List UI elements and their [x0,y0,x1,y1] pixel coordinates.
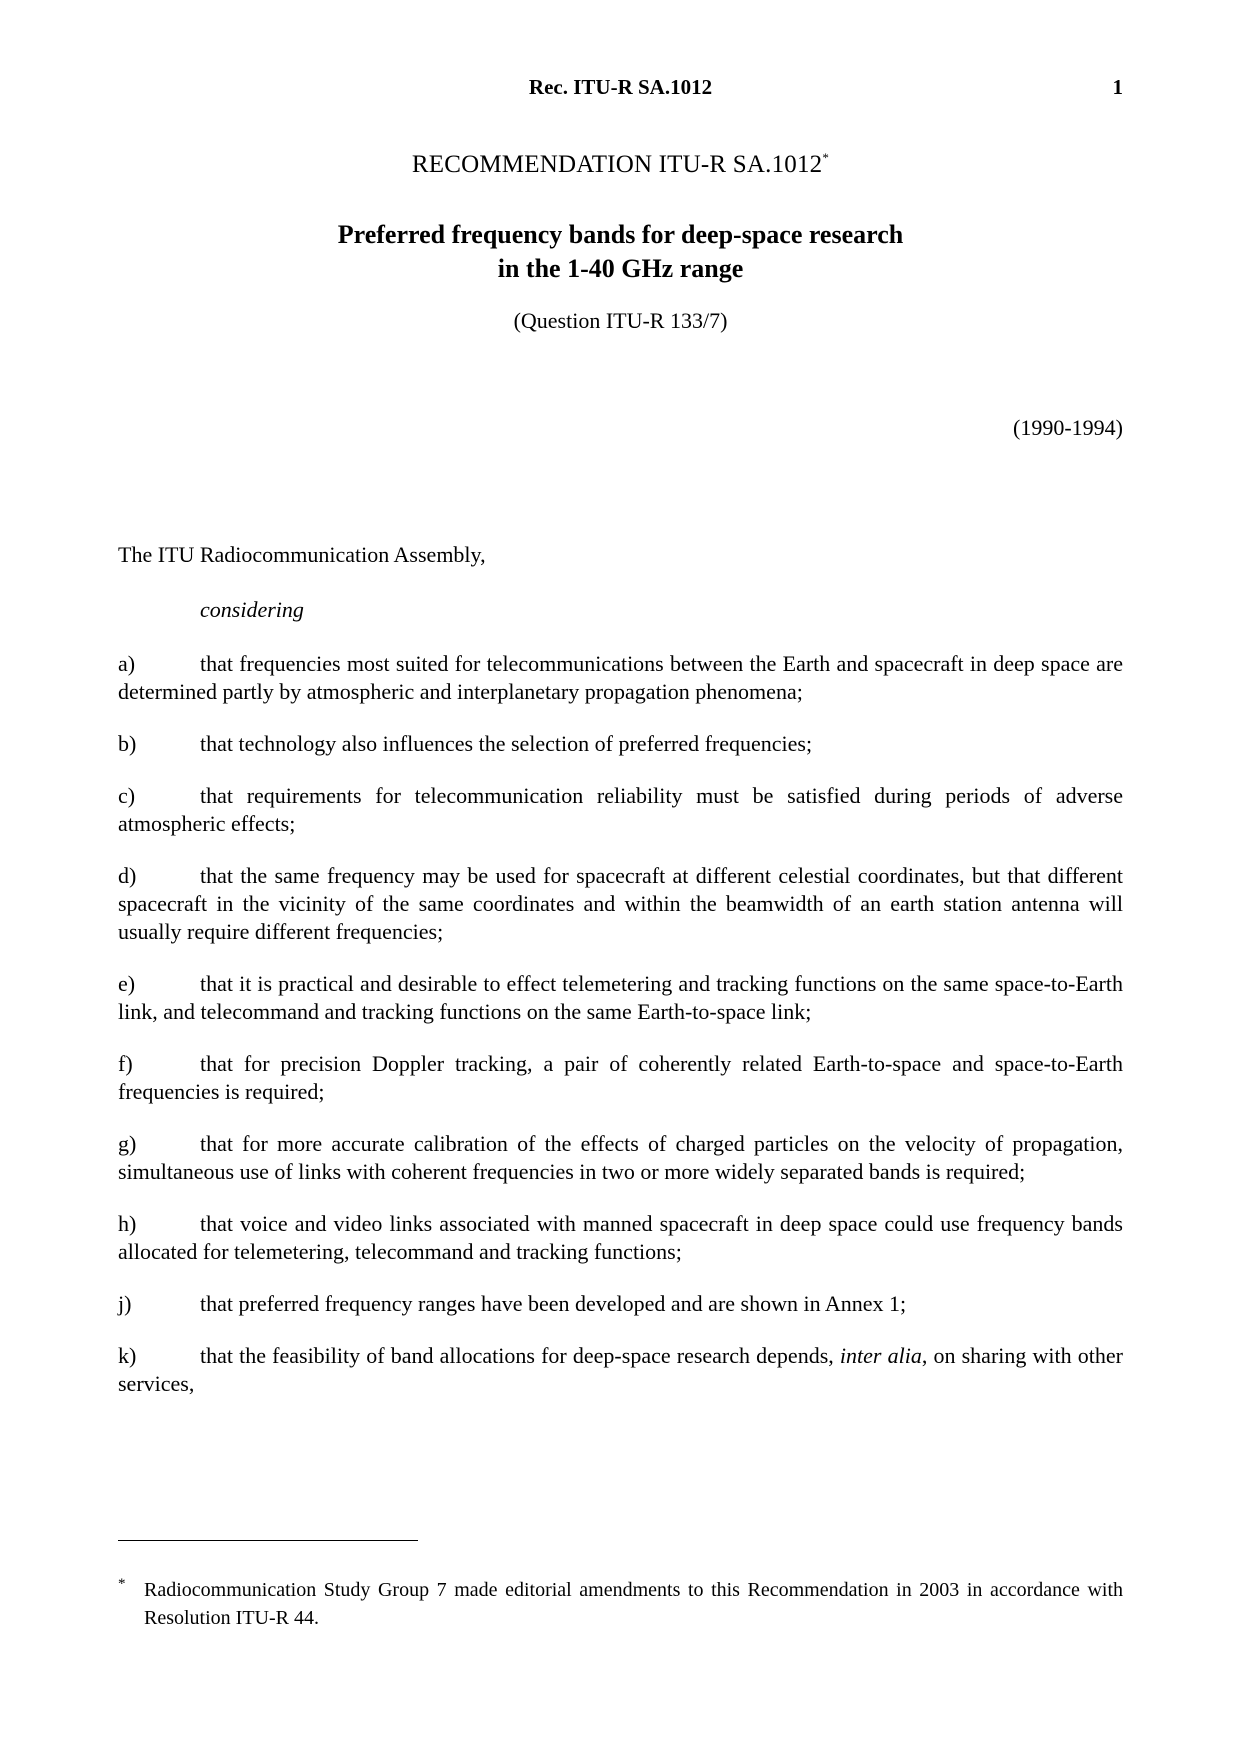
item-label: e) [118,971,136,996]
recommendation-title [118,150,1123,179]
item-text-end: , on sharing with other services, [118,1343,1123,1396]
item-label: h) [118,1211,137,1236]
item-text: that frequencies most suited for telecommunications between the Earth and spacecraft in deep space are determined partly by atmospheric and interplanetary propagation phenomena; [118,651,1123,704]
footnote [118,1576,1123,1632]
item-text: that for precision Doppler tracking, a pair of coherently related Earth-to-space and space-to-Earth frequencies is required; [118,1051,1123,1104]
document-title-line-2: in the 1-40 GHz range [497,254,744,283]
footnote-divider [118,1540,418,1541]
running-title: Rec. ITU-R SA.1012 [528,75,713,99]
document-title-line-1: Preferred frequency bands for deep-space research [337,220,904,249]
item-label: j) [118,1291,132,1316]
item-label: a) [118,651,136,676]
item-text: that preferred frequency ranges have been developed and are shown in Annex 1; [200,1291,907,1316]
page-header [118,75,1123,105]
footnote-text: Radiocommunication Study Group 7 made editorial amendments to this Recommendation in 2003 in accordance with Resolution ITU-R 44. [144,1579,1123,1629]
list-item [118,1130,1123,1186]
item-text: that voice and video links associated with manned spacecraft in deep space could use frequency bands allocated for telemetering, telecommand and tracking functions; [118,1211,1123,1264]
item-text: that the feasibility of band allocations for deep-space research depends, [200,1343,840,1368]
item-label: g) [118,1131,137,1156]
item-text: that for more accurate calibration of the effects of charged particles on the velocity of propagation, simultaneous use of links with coherent frequencies in two or more widely separated bands is required; [118,1131,1123,1184]
document-page [118,0,1123,1755]
item-label: c) [118,783,136,808]
list-item [118,862,1123,946]
approval-years: (1990-1994) [1013,415,1123,440]
recommendation-title-text: RECOMMENDATION ITU-R SA.1012 [411,151,823,178]
list-item [118,650,1123,706]
list-item [118,1342,1123,1398]
item-label: k) [118,1343,137,1368]
list-item [118,1290,1123,1318]
item-text: that technology also influences the selection of preferred frequencies; [200,731,813,756]
page-number: 1 [1112,75,1123,99]
item-label: f) [118,1051,133,1076]
considering-list [118,650,1123,1422]
item-label: b) [118,731,137,756]
list-item [118,1050,1123,1106]
list-item [118,730,1123,758]
item-label: d) [118,863,137,888]
document-title [118,218,1123,286]
list-item [118,1210,1123,1266]
list-item [118,970,1123,1026]
item-text: that requirements for telecommunication reliability must be satisfied during periods of adverse atmospheric effects; [118,783,1123,836]
question-reference: (Question ITU-R 133/7) [513,308,728,333]
item-text-italic: inter alia [839,1343,922,1368]
item-text: that it is practical and desirable to effect telemetering and tracking functions on the same space-to-Earth link, and telecommand and tracking functions on the same Earth-to-space link; [118,971,1123,1024]
list-item [118,782,1123,838]
assembly-line: The ITU Radiocommunication Assembly, [118,542,486,567]
item-text: that the same frequency may be used for spacecraft at different celestial coordinates, but that different spacecraft in the vicinity of the same coordinates and within the beamwidth of an earth station antenna will usually require different frequencies; [118,863,1123,944]
footnote-reference[interactable]: * [822,150,830,165]
footnote-mark: * [118,1576,126,1592]
considering-heading: considering [200,597,304,622]
